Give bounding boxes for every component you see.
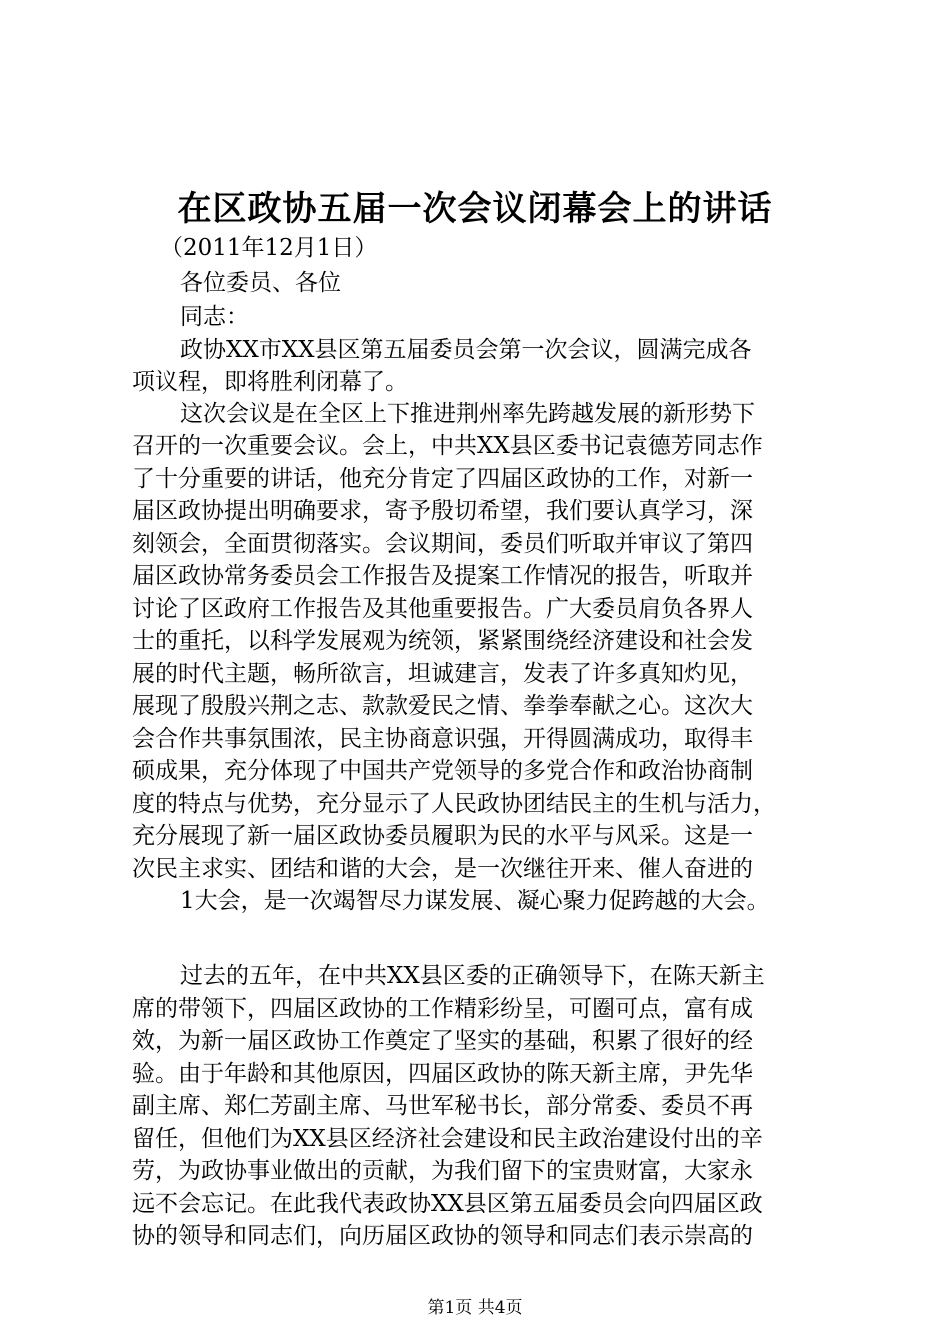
text-line: 讨论了区政府工作报告及其他重要报告。广大委员肩负各界人	[132, 596, 753, 622]
text-line: 劳，为政协事业做出的贡献，为我们留下的宝贵财富，大家永	[132, 1158, 753, 1184]
page-footer: 第1页 共4页	[427, 1298, 523, 1318]
text-line: 了十分重要的讲话，他充分肯定了四届区政协的工作，对新一	[132, 466, 753, 492]
text-line: 这次会议是在全区上下推进荆州率先跨越发展的新形势下	[180, 401, 755, 427]
text-line: 会合作共事氛围浓，民主协商意识强，开得圆满成功，取得丰	[132, 726, 753, 752]
text-line: 刻领会，全面贯彻落实。会议期间，委员们听取并审议了第四	[132, 531, 753, 557]
text-line: 充分展现了新一届区政协委员履职为民的水平与风采。这是一	[132, 823, 753, 849]
text-line: 硕成果，充分体现了中国共产党领导的多党合作和政治协商制	[132, 758, 753, 784]
text-line: 展现了殷殷兴荆之志、款款爱民之情、拳拳奉献之心。这次大	[132, 693, 753, 719]
text-line: 1大会，是一次竭智尽力谋发展、凝心聚力促跨越的大会。	[180, 888, 770, 914]
text-line: 席的带领下，四届区政协的工作精彩纷呈，可圈可点，富有成	[132, 996, 753, 1022]
text-line: 届区政协常务委员会工作报告及提案工作情况的报告，听取并	[132, 563, 753, 589]
text-line: 召开的一次重要会议。会上，中共XX县区委书记袁德芳同志作	[132, 433, 763, 459]
salutation-line: 各位委员、各位	[180, 270, 341, 296]
document-title: 在区政协五届一次会议闭幕会上的讲话	[177, 189, 773, 229]
text-line: 协的领导和同志们，向历届区政协的领导和同志们表示崇高的	[132, 1223, 753, 1249]
text-line: 效，为新一届区政协工作奠定了坚实的基础，积累了很好的经	[132, 1028, 753, 1054]
text-line: 度的特点与优势，充分显示了人民政协团结民主的生机与活力，	[132, 791, 776, 817]
date-line: （2011年12月1日）	[160, 235, 378, 261]
text-line: 士的重托，以科学发展观为统领，紧紧围绕经济建设和社会发	[132, 628, 753, 654]
salutation-line: 同志：	[180, 304, 249, 330]
text-line: 验。由于年龄和其他原因，四届区政协的陈天新主席，尹先华	[132, 1061, 753, 1087]
text-line: 届区政协提出明确要求，寄予殷切希望，我们要认真学习，深	[132, 498, 753, 524]
text-line: 远不会忘记。在此我代表政协XX县区第五届委员会向四届区政	[132, 1191, 763, 1217]
text-line: 次民主求实、团结和谐的大会，是一次继往开来、催人奋进的	[132, 856, 753, 882]
text-line: 副主席、郑仁芳副主席、马世军秘书长，部分常委、委员不再	[132, 1093, 753, 1119]
text-line: 过去的五年，在中共XX县区委的正确领导下，在陈天新主	[180, 963, 765, 989]
text-line: 政协XX市XX县区第五届委员会第一次会议，圆满完成各	[180, 337, 752, 363]
text-line: 留任，但他们为XX县区经济社会建设和民主政治建设付出的辛	[132, 1126, 763, 1152]
text-line: 展的时代主题，畅所欲言，坦诚建言，发表了许多真知灼见，	[132, 661, 753, 687]
text-line: 项议程，即将胜利闭幕了。	[132, 369, 408, 395]
